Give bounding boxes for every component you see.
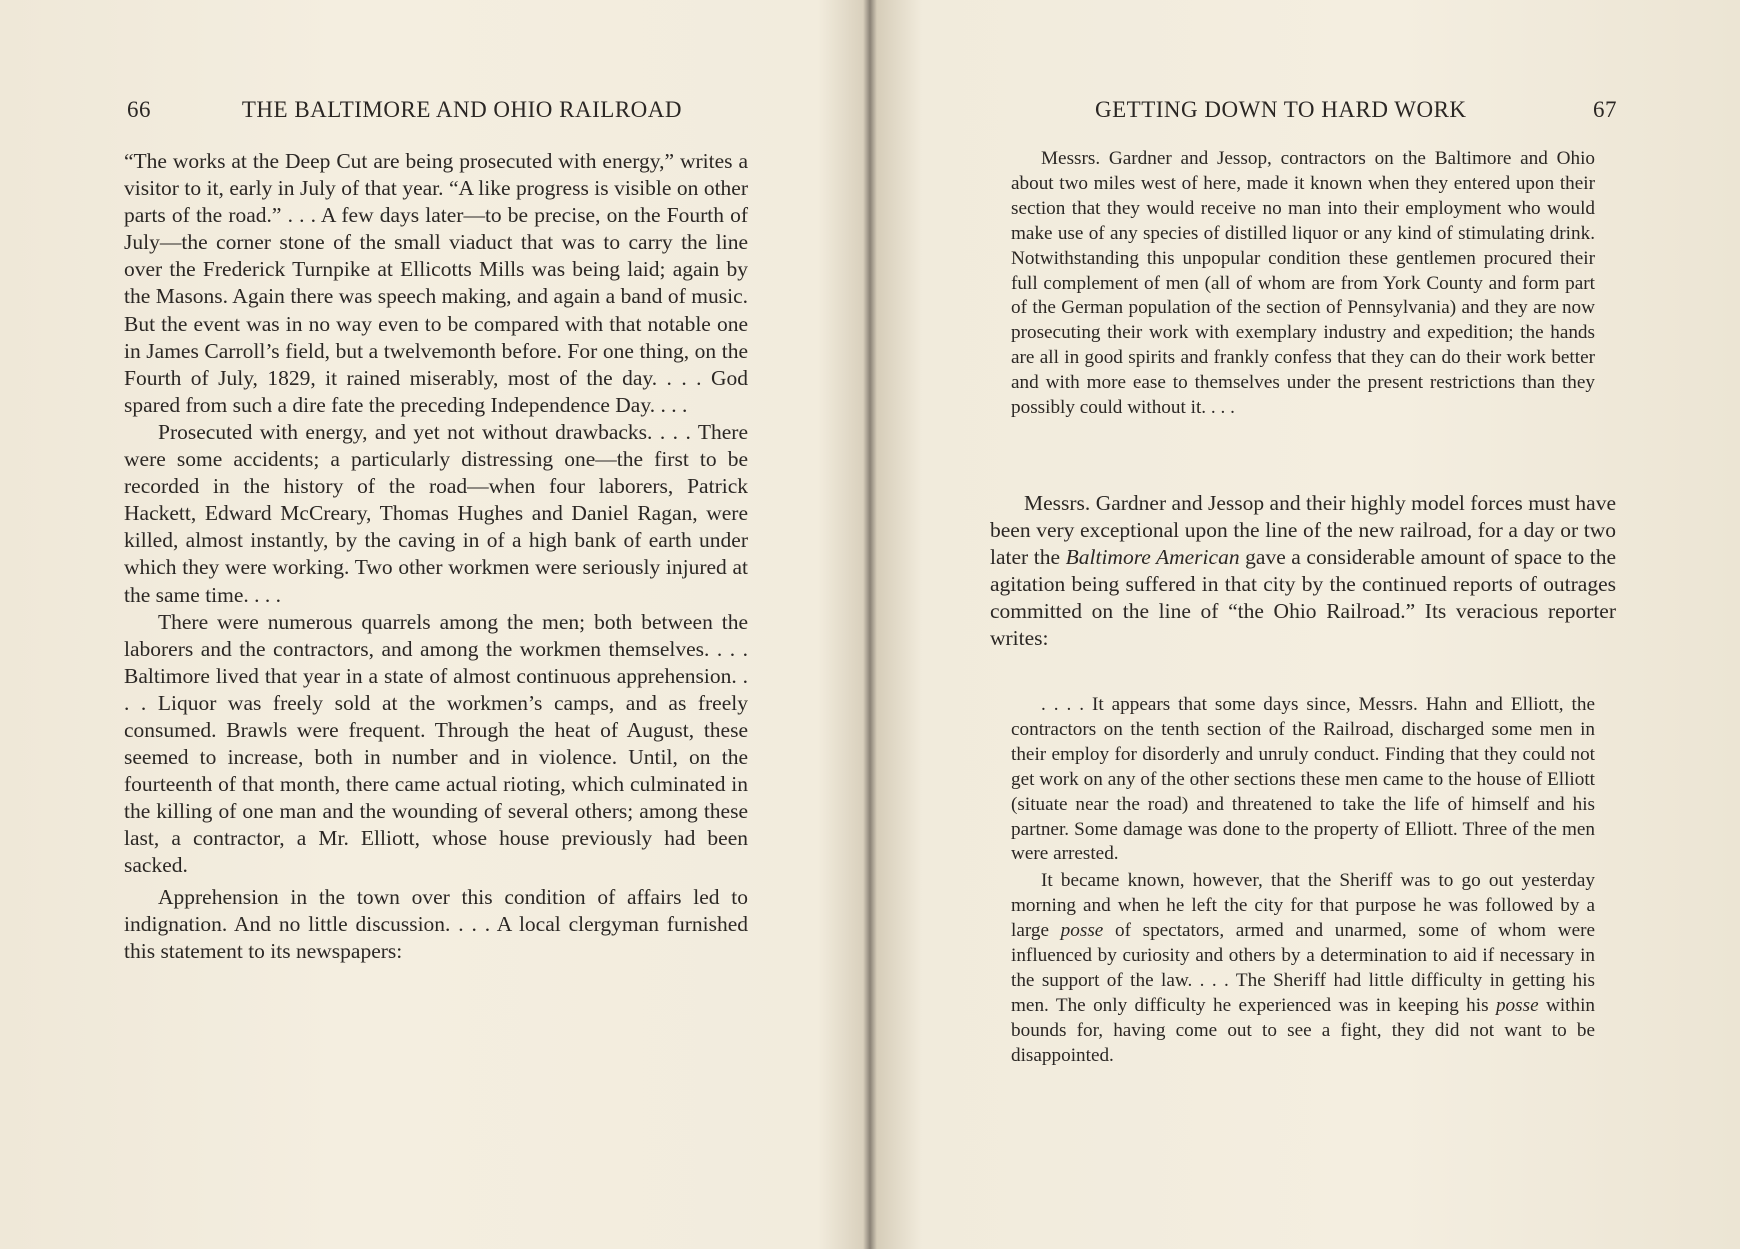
- right-paragraph: [990, 490, 1616, 653]
- right-running-header: [1095, 97, 1617, 123]
- quote2-paragraph-2: [1011, 869, 1595, 1068]
- quote1-paragraph: Messrs. Gardner and Jessop, contractors on the Baltimore and Ohio about two miles west of here, made it known when they entered upon their section that they would receive no man into their employment who would make use of any species of distilled liquor or any kind of stimulating drink. Notwithstanding this unpopular condition these gentlemen procured their full complement of men (all of whom are from York County and form part of the German population of the section of Pennsylvania) and they are now prosecuting their work with exemplary industry and expedition; the hands are all in good spirits and frankly confess that they can do their work better and with more ease to themselves under the present restrictions than they possibly could without it. . . .: [1011, 148, 1595, 419]
- right-paragraph-start: Messrs. Gardner and Jessop and their highly model forces must have been very exceptional upon the line of the new railroad, for a day or two later the: [990, 491, 1616, 570]
- right-body-text: [990, 490, 1616, 653]
- right-paragraph-end: gave a considerable amount of space to the agitation being suffered in that city by the continued reports of outrages committed on the line of “the Ohio Railroad.” Its veracious reporter writes:: [990, 545, 1617, 651]
- newspaper-title: Baltimore American: [1065, 545, 1240, 570]
- left-page-number: 66: [127, 97, 151, 122]
- right-running-head: GETTING DOWN TO HARD WORK: [1095, 97, 1467, 122]
- block-quote-gardner-jessop: [1011, 147, 1595, 421]
- left-page: [0, 0, 868, 1249]
- posse-word-2: posse: [1495, 994, 1539, 1016]
- quote2-p2-start: It became known, however, that the Sheriff was to go out yesterday morning and when he left the city for that purpose he was followed by a large: [1011, 870, 1595, 942]
- left-paragraph-2: Prosecuted with energy, and yet not without drawbacks. . . . There were some accidents; a particularly distressing one—the first to be recorded in the history of the road—when four laborers, Patrick Hackett, Edward McCreary, Thomas Hughes and Daniel Ragan, were killed, almost instantly, by the caving in of a high bank of earth under which they were working. Two other workmen were seriously injured at the same time. . . .: [124, 419, 748, 607]
- quote2-paragraph-1: . . . . It appears that some days since, Messrs. Hahn and Elliott, the contractors on the tenth section of the Railroad, discharged some men in their employ for disorderly and unruly conduct. Finding that they could not get work on any of the other sections these men came to the house of Elliott (situate near the road) and threatened to take the life of himself and his partner. Some damage was done to the property of Elliott. Three of the men were arrested.: [1011, 694, 1595, 865]
- left-paragraph-1: “The works at the Deep Cut are being prosecuted with energy,” writes a visitor to it, early in July of that year. “A like progress is visible on other parts of the road.” . . . A few days later—to be precise, on the Fourth of July—the corner stone of the small viaduct that was to carry the line over the Frederick Turnpike at Ellicotts Mills was being laid; again by the Masons. Again there was speech making, and again a band of music. But the event was in no way even to be compared with that notable one in James Carroll’s field, but a twelvemonth before. For one thing, on the Fourth of July, 1829, it rained miserably, most of the day. . . . God spared from such a dire fate the preceding Independence Day. . . .: [124, 149, 748, 417]
- posse-word-1: posse: [1060, 920, 1104, 942]
- quote2-p2-end: within bounds for, having come out to see a fight, they did not want to be disappointed.: [1011, 994, 1596, 1066]
- left-running-header: [127, 97, 682, 123]
- left-body-text: [124, 148, 748, 965]
- left-running-head: THE BALTIMORE AND OHIO RAILROAD: [241, 97, 682, 122]
- quote2-p2-middle: of spectators, armed and unarmed, some of whom were influenced by curiosity and others by a determination to aid if necessary in the support of the law. . . . The Sheriff had little difficulty in getting his men. The only difficulty he experienced was in keeping his: [1011, 920, 1595, 1016]
- left-paragraph-4: Apprehension in the town over this condition of affairs led to indignation. And no little discussion. . . . A local clergyman furnished this statement to its newspapers:: [124, 884, 748, 963]
- right-page: [872, 0, 1740, 1249]
- left-paragraph-3: There were numerous quarrels among the men; both between the laborers and the contractors, and among the workmen themselves. . . . Baltimore lived that year in a state of almost continuous apprehension. . . . Liquor was freely sold at the workmen’s camps, and as freely consumed. Brawls were frequent. Through the heat of August, these seemed to increase, both in number and in violence. Until, on the fourteenth of that month, there came actual rioting, which culminated in the killing of one man and the wounding of several others; among these last, a contractor, a Mr. Elliott, whose house previously had been sacked.: [124, 609, 748, 878]
- right-page-number: 67: [1593, 97, 1617, 122]
- block-quote-reporter: [1011, 693, 1595, 1069]
